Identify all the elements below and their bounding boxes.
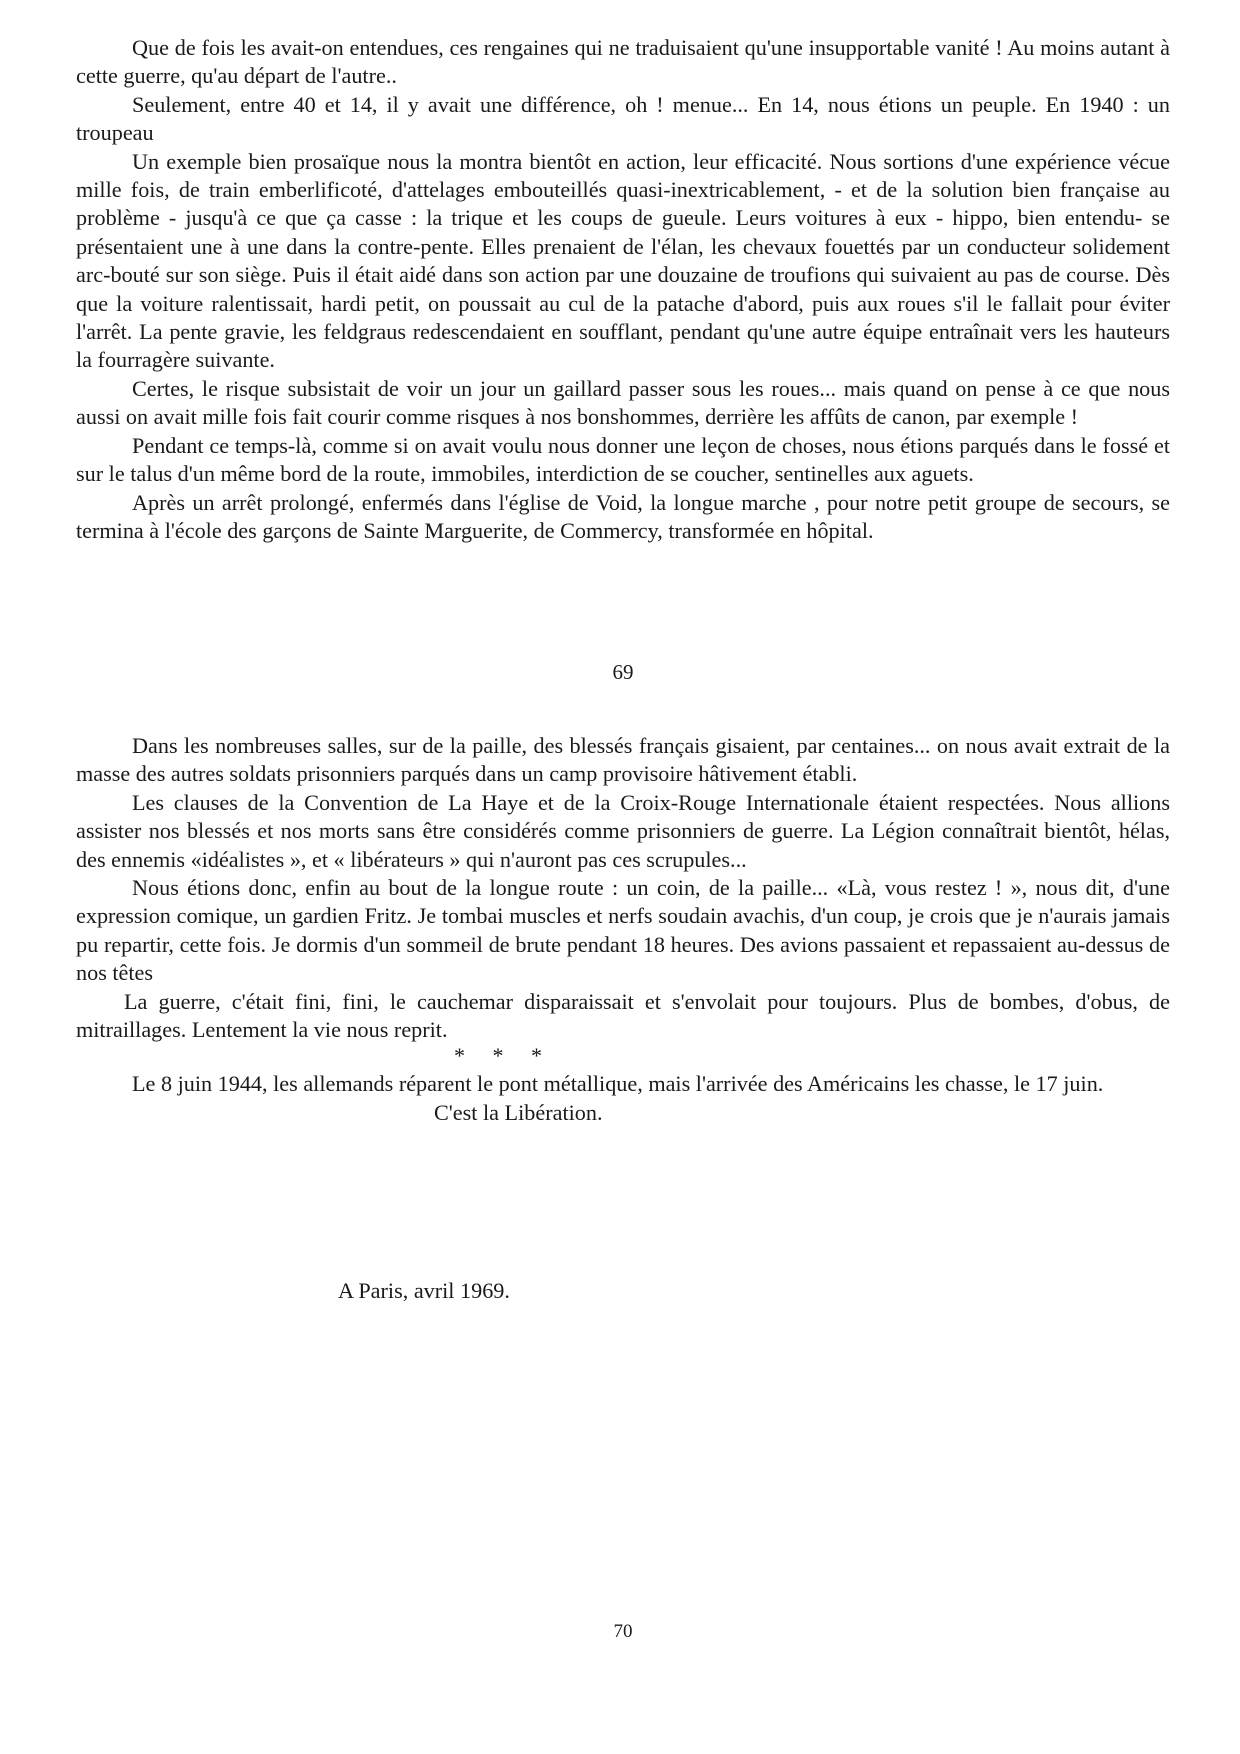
page-number-69: 69 <box>612 660 634 684</box>
paragraph: Certes, le risque subsistait de voir un jour un gaillard passer sous les roues... mais quand on pense à ce que nous aussi on avait mille fois fait courir comme risques à nos bonshommes, derrière les affûts de canon, par exemple ! <box>76 375 1170 430</box>
section-separator: * * * <box>454 1043 553 1069</box>
page-number-70: 70 <box>613 1621 633 1642</box>
signoff-place-date: A Paris, avril 1969. <box>338 1278 510 1303</box>
paragraph: Pendant ce temps-là, comme si on avait voulu nous donner une leçon de choses, nous étions parqués dans le fossé et sur le talus d'un même bord de la route, immobiles, interdiction de se coucher, sentinelles aux aguets. <box>76 432 1170 487</box>
paragraph: Un exemple bien prosaïque nous la montra bientôt en action, leur efficacité. Nous sortions d'une expérience vécue mille fois, de train emberlificoté, d'attelages embouteillés quasi-inextricablement, - et de la solution bien française au problème - jusqu'à ce que ça casse : la trique et les coups de gueule. Leurs voitures à eux - hippo, bien entendu- se présentaient une à une dans la contre-pente. Elles prenaient de l'élan, les chevaux fouettés par un conducteur solidement arc-bouté sur son siège. Puis il était aidé dans son action par une douzaine de troufions qui suivaient au pas de course. Dès que la voiture ralentissait, hardi petit, on poussait au cul de la patache d'abord, puis aux roues s'il le fallait pour éviter l'arrêt. La pente gravie, les feldgraus redescendaient en soufflant, pendant qu'une autre équipe entraînait vers les hauteurs la fourragère suivante. <box>76 148 1170 373</box>
paragraph: Seulement, entre 40 et 14, il y avait une différence, oh ! menue... En 14, nous étions un peuple. En 1940 : un troupeau <box>76 91 1170 146</box>
paragraph: Le 8 juin 1944, les allemands réparent le pont métallique, mais l'arrivée des Américains les chasse, le 17 juin. <box>132 1071 1104 1097</box>
paragraph: Les clauses de la Convention de La Haye et de la Croix-Rouge Internationale étaient respectées. Nous allions assister nos blessés et nos morts sans être considérés comme prisonniers de guerre. La Légion connaîtrait bientôt, hélas, des ennemis «idéalistes », et « libérateurs » qui n'auront pas ces scrupules... <box>76 789 1170 872</box>
second-page-block <box>76 732 1170 1127</box>
paragraph: Nous étions donc, enfin au bout de la longue route : un coin, de la paille... «Là, vous restez ! », nous dit, d'une expression comique, un gardien Fritz. Je tombai muscles et nerfs soudain avachis, d'un coup, je crois que je n'aurais jamais pu repartir, cette fois. Je dormis d'un sommeil de brute pendant 18 heures. Des avions passaient et repassaient au-dessus de nos têtes <box>76 875 1170 986</box>
liberation-line: C'est la Libération. <box>434 1099 603 1125</box>
paragraph: Que de fois les avait-on entendues, ces rengaines qui ne traduisaient qu'une insupportable vanité ! Au moins autant à cette guerre, qu'au départ de l'autre.. <box>76 35 1170 89</box>
paragraph: La guerre, c'était fini, fini, le cauchemar disparaissait et s'envolait pour toujours. Plus de bombes, d'obus, de mitraillages. Lentement la vie nous reprit. <box>76 988 1170 1043</box>
paragraph: Dans les nombreuses salles, sur de la paille, des blessés français gisaient, par centaines... on nous avait extrait de la masse des autres soldats prisonniers parqués dans un camp provisoire hâtivement établi. <box>76 733 1170 787</box>
paragraph: Après un arrêt prolongé, enfermés dans l'église de Void, la longue marche , pour notre petit groupe de secours, se termina à l'école des garçons de Sainte Marguerite, de Commercy, transformée en hôpital. <box>76 489 1170 543</box>
page-content <box>76 34 1170 1642</box>
